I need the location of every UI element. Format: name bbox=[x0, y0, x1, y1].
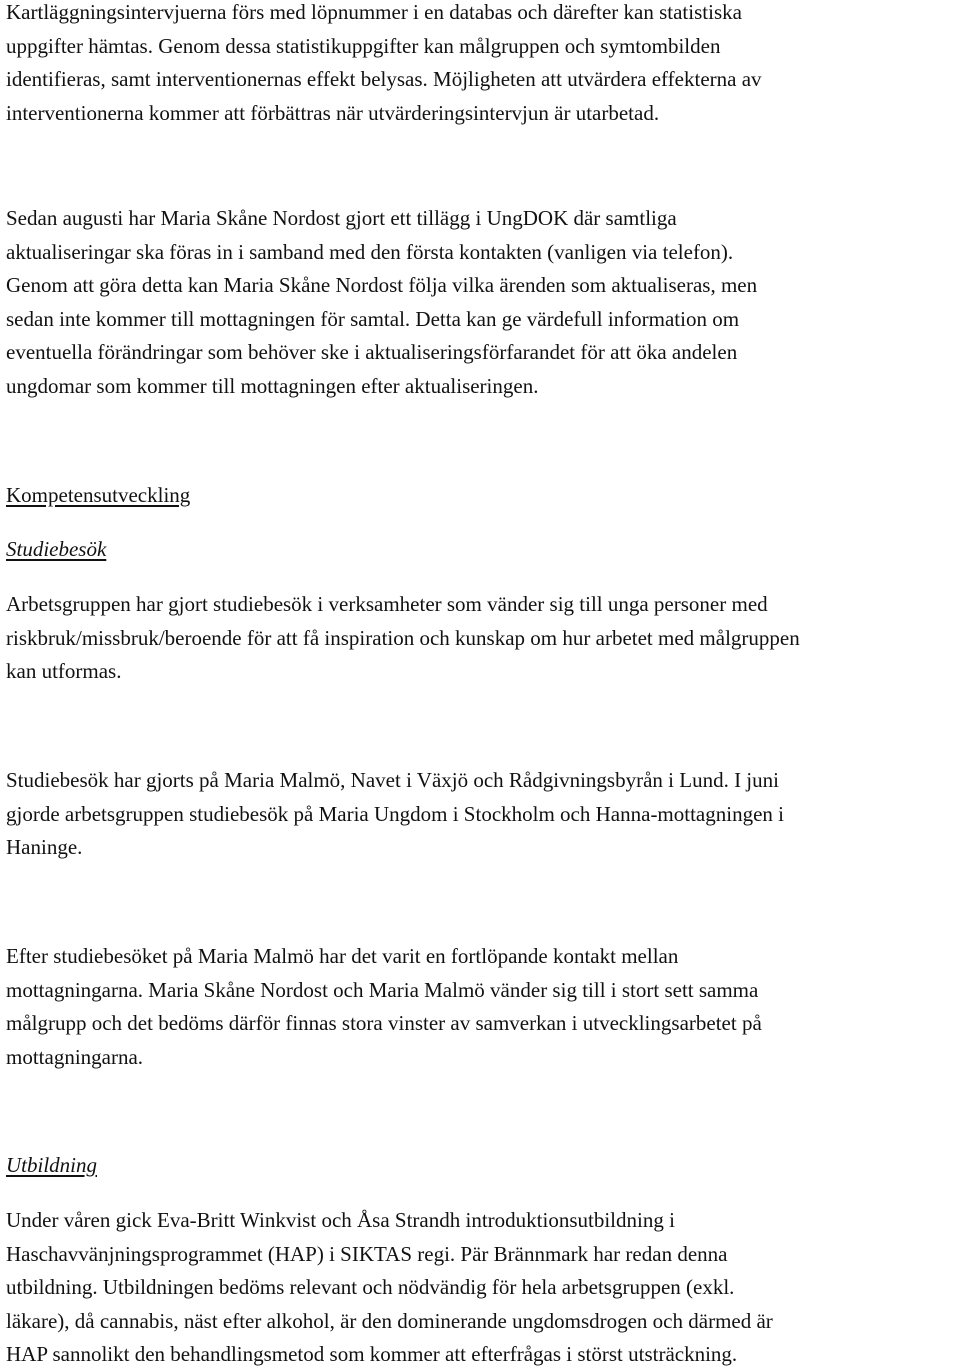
paragraph-databas bbox=[6, 0, 956, 130]
text-line: identifieras, samt interventionernas effekt belysas. Möjligheten att utvärdera effekterna av bbox=[6, 67, 762, 91]
text-line: utbildning. Utbildningen bedöms relevant och nödvändig för hela arbetsgruppen (exkl. bbox=[6, 1275, 735, 1299]
text-line: gjorde arbetsgruppen studiebesök på Maria Ungdom i Stockholm och Hanna-mottagningen i bbox=[6, 801, 784, 826]
text-line: interventionerna kommer att förbättras när utvärderingsintervjun är utarbetad. bbox=[6, 100, 660, 125]
subsection-heading: Utbildning bbox=[6, 1153, 98, 1177]
text-line: HAP sannolikt den behandlingsmetod som kommer att efterfrågas i störst utsträckning. bbox=[6, 1342, 738, 1366]
text-line: målgrupp och det bedöms därför finnas stora vinster av samverkan i utvecklingsarbetet på bbox=[6, 1011, 762, 1035]
text-line: sedan inte kommer till mottagningen för samtal. Detta kan ge värdefull information om bbox=[6, 306, 740, 331]
text-line: Efter studiebesöket på Maria Malmö har det varit en fortlöpande kontakt mellan bbox=[6, 944, 679, 968]
text-line: riskbruk/missbruk/beroende för att få inspiration och kunskap om hur arbetet med målgruppen bbox=[6, 625, 800, 650]
text-line: eventuella förändringar som behöver ske i aktualiseringsförfarandet för att öka andelen bbox=[6, 340, 738, 364]
text-line: Haschavvänjningsprogrammet (HAP) i SIKTAS regi. Pär Brännmark har redan denna bbox=[6, 1241, 728, 1266]
paragraph-studiebesok-platser bbox=[6, 764, 956, 865]
heading-utbildning bbox=[6, 1149, 956, 1183]
paragraph-maria-malmo bbox=[6, 940, 956, 1074]
paragraph-ungdok bbox=[6, 202, 956, 403]
text-line: kan utformas. bbox=[6, 659, 122, 683]
text-line: mottagningarna. bbox=[6, 1044, 144, 1069]
text-line: Studiebesök har gjorts på Maria Malmö, Navet i Växjö och Rådgivningsbyrån i Lund. I juni bbox=[6, 768, 779, 792]
paragraph-arbetsgruppen bbox=[6, 588, 956, 689]
text-line: ungdomar som kommer till mottagningen efter aktualiseringen. bbox=[6, 373, 539, 398]
text-line: Under våren gick Eva-Britt Winkvist och Åsa Strandh introduktionsutbildning i bbox=[6, 1208, 675, 1232]
text-line: mottagningarna. Maria Skåne Nordost och Maria Malmö vänder sig till i stort sett samma bbox=[6, 977, 759, 1002]
text-line: läkare), då cannabis, näst efter alkohol, är den dominerande ungdomsdrogen och därmed är bbox=[6, 1308, 773, 1333]
heading-studiebesok bbox=[6, 533, 956, 567]
paragraph-hap bbox=[6, 1204, 956, 1372]
heading-kompetensutveckling bbox=[6, 479, 956, 513]
text-line: aktualiseringar ska föras in i samband med den första kontakten (vanligen via telefon). bbox=[6, 239, 734, 264]
text-line: Haninge. bbox=[6, 835, 83, 859]
text-line: Sedan augusti har Maria Skåne Nordost gjort ett tillägg i UngDOK där samtliga bbox=[6, 206, 677, 230]
text-line: Arbetsgruppen har gjort studiebesök i verksamheter som vänder sig till unga personer med bbox=[6, 592, 768, 616]
section-heading: Kompetensutveckling bbox=[6, 483, 191, 507]
text-line: Kartläggningsintervjuerna förs med löpnummer i en databas och därefter kan statistiska bbox=[6, 0, 742, 24]
subsection-heading: Studiebesök bbox=[6, 537, 107, 561]
text-line: Genom att göra detta kan Maria Skåne Nordost följa vilka ärenden som aktualiseras, men bbox=[6, 273, 758, 297]
text-line: uppgifter hämtas. Genom dessa statistikuppgifter kan målgruppen och symtombilden bbox=[6, 33, 721, 58]
